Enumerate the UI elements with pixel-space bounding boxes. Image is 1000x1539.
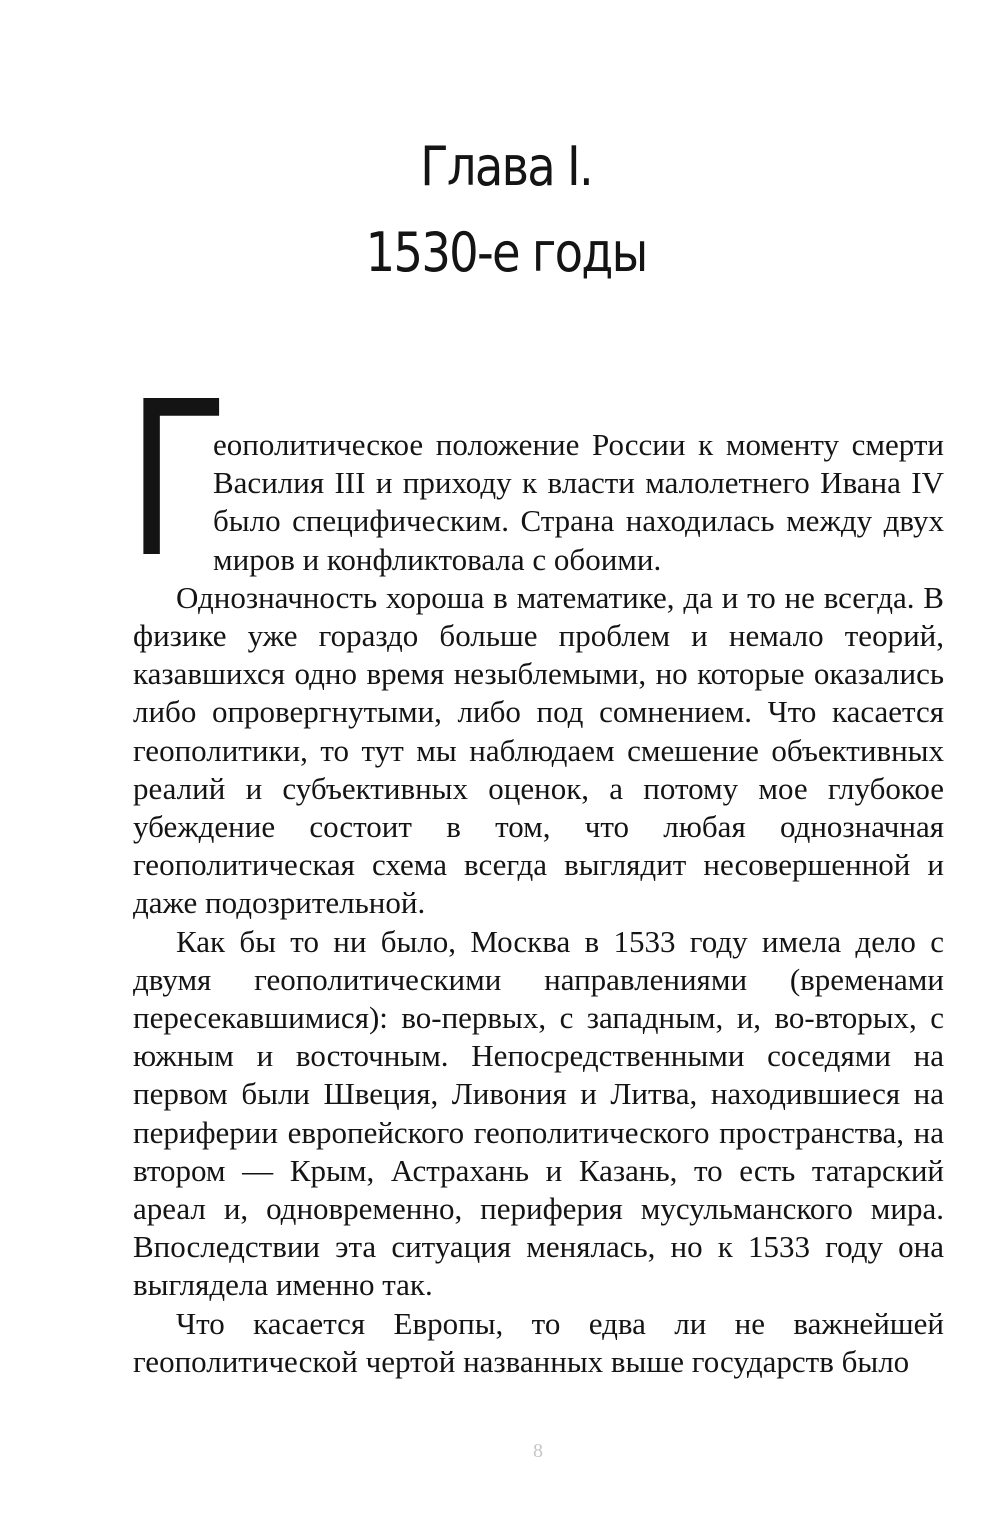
paragraph-1-text: еополитическое положение России к моменту смерти Василия III и приходу к власти малолетнего Ивана IV было специфическим. Страна находилась между двух миров и конфликтовала с обоими. [213,427,944,577]
paragraph-2: Однозначность хороша в математике, да и то не всегда. В физике уже гораздо больше проблем и немало теорий, казавшихся одно время незыблемыми, но которые оказались либо опровергнутыми, либо под сомнением. Что касается геополитики, то тут мы наблюдаем смешение объективных реалий и субъективных оценок, а потому мое глубокое убеждение состоит в том, что любая однозначная геополитическая схема всегда выглядит несовершенной и даже подозрительной. [133,579,944,921]
paragraph-4: Что касается Европы, то едва ли не важнейшей геополитической чертой названных выше государств было [133,1305,944,1379]
chapter-title-line-2: 1530-е годы [365,221,647,285]
paragraph-3: Как бы то ни было, Москва в 1533 году имела дело с двумя геополитическими направлениями (временами пересекавшимися): во-первых, с западным, и, во-вторых, с южным и восточным. Непосредственными соседями на первом были Швеция, Ливония и Литва, находившиеся на периферии европейского геополитического пространства, на втором — Крым, Астрахань и Казань, то есть татарский ареал и, одновременно, периферия мусульманского мира. Впоследствии эта ситуация менялась, но к 1533 году она выглядела именно так. [133,923,944,1303]
drop-cap: Г [127,356,229,605]
page-number: 8 [533,1440,543,1462]
paragraph-1 [127,356,944,605]
chapter-title [76,124,936,296]
chapter-title-line-1: Глава I. [420,135,593,199]
body-text [127,356,944,1381]
